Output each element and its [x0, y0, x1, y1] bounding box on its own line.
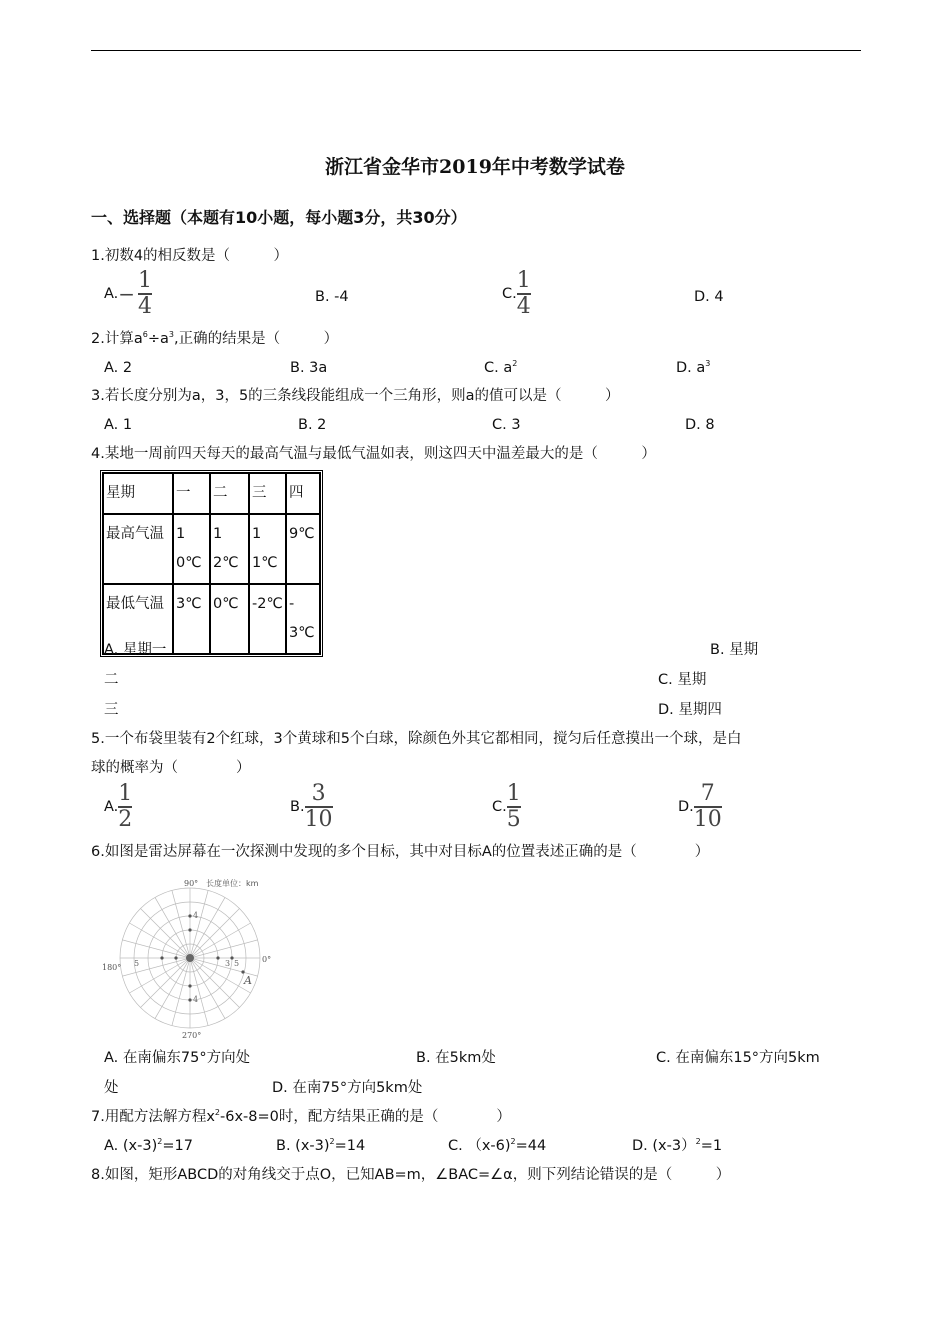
unit-label: 长度单位：km: [206, 879, 259, 888]
q1-option-c: C. $\frac{1}{4}$: [502, 268, 531, 319]
table-cell: 最高气温: [103, 514, 173, 584]
q6-option-c-continued: 处: [104, 1080, 119, 1096]
table-cell: 三: [249, 473, 286, 514]
q4-option-b-continued: 二: [104, 672, 119, 688]
table-cell: 四: [286, 473, 320, 514]
fraction: $\frac{1}{5}$: [506, 781, 521, 832]
ring-label: 3: [225, 959, 231, 968]
ring-label: 4: [193, 995, 199, 1004]
fraction: $\frac{1}{4}$: [138, 268, 153, 319]
question-6-stem: 6.如图是雷达屏幕在一次探测中发现的多个目标，其中对目标A的位置表述正确的是（ ）: [91, 844, 710, 860]
question-5-stem-line1: 5.一个布袋里装有2个红球，3个黄球和5个白球，除颜色外其它都相同，搅匀后任意摸出一个球，是白: [91, 731, 742, 747]
question-4-stem: 4.某地一周前四天每天的最高气温与最低气温如表，则这四天中温差最大的是（ ）: [91, 446, 656, 462]
fraction: $\frac{7}{10}$: [693, 781, 722, 832]
table-cell: 一: [173, 473, 210, 514]
table-cell: -3℃: [286, 584, 320, 654]
fraction: $\frac{3}{10}$: [304, 781, 333, 832]
table-cell: 星期: [103, 473, 173, 514]
q3-option-b: B. 2: [298, 417, 327, 433]
temperature-table: [100, 470, 323, 657]
q5-option-a: A. $\frac{1}{2}$: [104, 781, 133, 832]
q3-option-a: A. 1: [104, 417, 133, 433]
table-cell: 最低气温: [103, 584, 173, 654]
angle-label-270: 270°: [182, 1031, 202, 1040]
question-5-stem-line2: 球的概率为（ ）: [91, 760, 251, 776]
radar-center: [186, 954, 194, 962]
q5-option-c: C. $\frac{1}{5}$: [492, 781, 521, 832]
q4-option-c: C. 星期: [658, 672, 707, 688]
q1-option-b: B. -4: [315, 289, 349, 305]
q5-option-d: D. $\frac{7}{10}$: [678, 781, 722, 832]
q2-option-b: B. 3a: [290, 360, 328, 376]
q1-option-a: A. − $\frac{1}{4}$: [104, 268, 153, 319]
section-heading: 一、选择题（本题有10小题，每小题3分，共30分）: [91, 208, 467, 227]
q5-option-b: B. $\frac{3}{10}$: [290, 781, 333, 832]
ring-label: 5: [234, 959, 240, 968]
q4-option-d: D. 星期四: [658, 702, 722, 718]
q6-option-c: C. 在南偏东15°方向5km: [656, 1050, 820, 1066]
question-2-stem: 2.计算$a^6\div a^3$,正确的结果是（ ）: [91, 330, 339, 347]
radar-figure: [102, 872, 288, 1042]
q2-option-c: C. $a^2$: [484, 359, 518, 376]
q3-option-c: C. 3: [492, 417, 521, 433]
angle-label-90: 90°: [184, 879, 199, 888]
target-a-label: A: [244, 974, 252, 987]
table-row: [103, 473, 320, 514]
q6-option-a: A. 在南偏东75°方向处: [104, 1050, 251, 1066]
q6-option-d: D. 在南75°方向5km处: [272, 1080, 423, 1096]
q4-option-b: B. 星期: [710, 642, 759, 658]
q2-option-a: A. 2: [104, 360, 133, 376]
q6-option-b: B. 在5km处: [416, 1050, 496, 1066]
table-cell: -2℃: [249, 584, 286, 654]
question-3-stem: 3.若长度分别为a，3，5的三条线段能组成一个三角形，则a的值可以是（ ）: [91, 388, 620, 404]
q4-option-c-continued: 三: [104, 702, 119, 718]
table-cell: 0℃: [210, 584, 249, 654]
ring-label: 4: [193, 911, 199, 920]
q7-option-a: A. $(x-3)^2=17$: [104, 1137, 193, 1154]
header-rule: [91, 50, 861, 51]
fraction: $\frac{1}{2}$: [118, 781, 133, 832]
angle-label-0: 0°: [262, 955, 272, 964]
q7-option-b: B. $(x-3)^2=14$: [276, 1137, 366, 1154]
table-cell: 10℃: [173, 514, 210, 584]
table-row: [103, 514, 320, 584]
q2-option-d: D. $a^3$: [676, 359, 711, 376]
question-1-stem: 1.初数4的相反数是（ ）: [91, 248, 289, 264]
q4-option-a: A. 星期一: [104, 642, 167, 658]
angle-label-180: 180°: [102, 963, 122, 972]
q3-option-d: D. 8: [685, 417, 715, 433]
question-8-stem: 8.如图，矩形ABCD的对角线交于点O，已知AB=m，∠BAC=∠α，则下列结论错误的是（ ）: [91, 1167, 731, 1183]
table-cell: 11℃: [249, 514, 286, 584]
q1-option-d: D. 4: [694, 289, 724, 305]
table-cell: 12℃: [210, 514, 249, 584]
table-cell: 3℃: [173, 584, 210, 654]
question-7-stem: 7.用配方法解方程$x^2-6x-8=0$时，配方结果正确的是（ ）: [91, 1108, 511, 1125]
page-title: 浙江省金华市2019年中考数学试卷: [325, 156, 625, 178]
table-cell: 9℃: [286, 514, 320, 584]
ring-label: 5: [134, 959, 140, 968]
table-cell: 二: [210, 473, 249, 514]
q7-option-d: D. (x-3）$^2$=1: [632, 1137, 723, 1154]
fraction: $\frac{1}{4}$: [516, 268, 531, 319]
q7-option-c: C. （x-6)$^2$=44: [448, 1137, 547, 1154]
